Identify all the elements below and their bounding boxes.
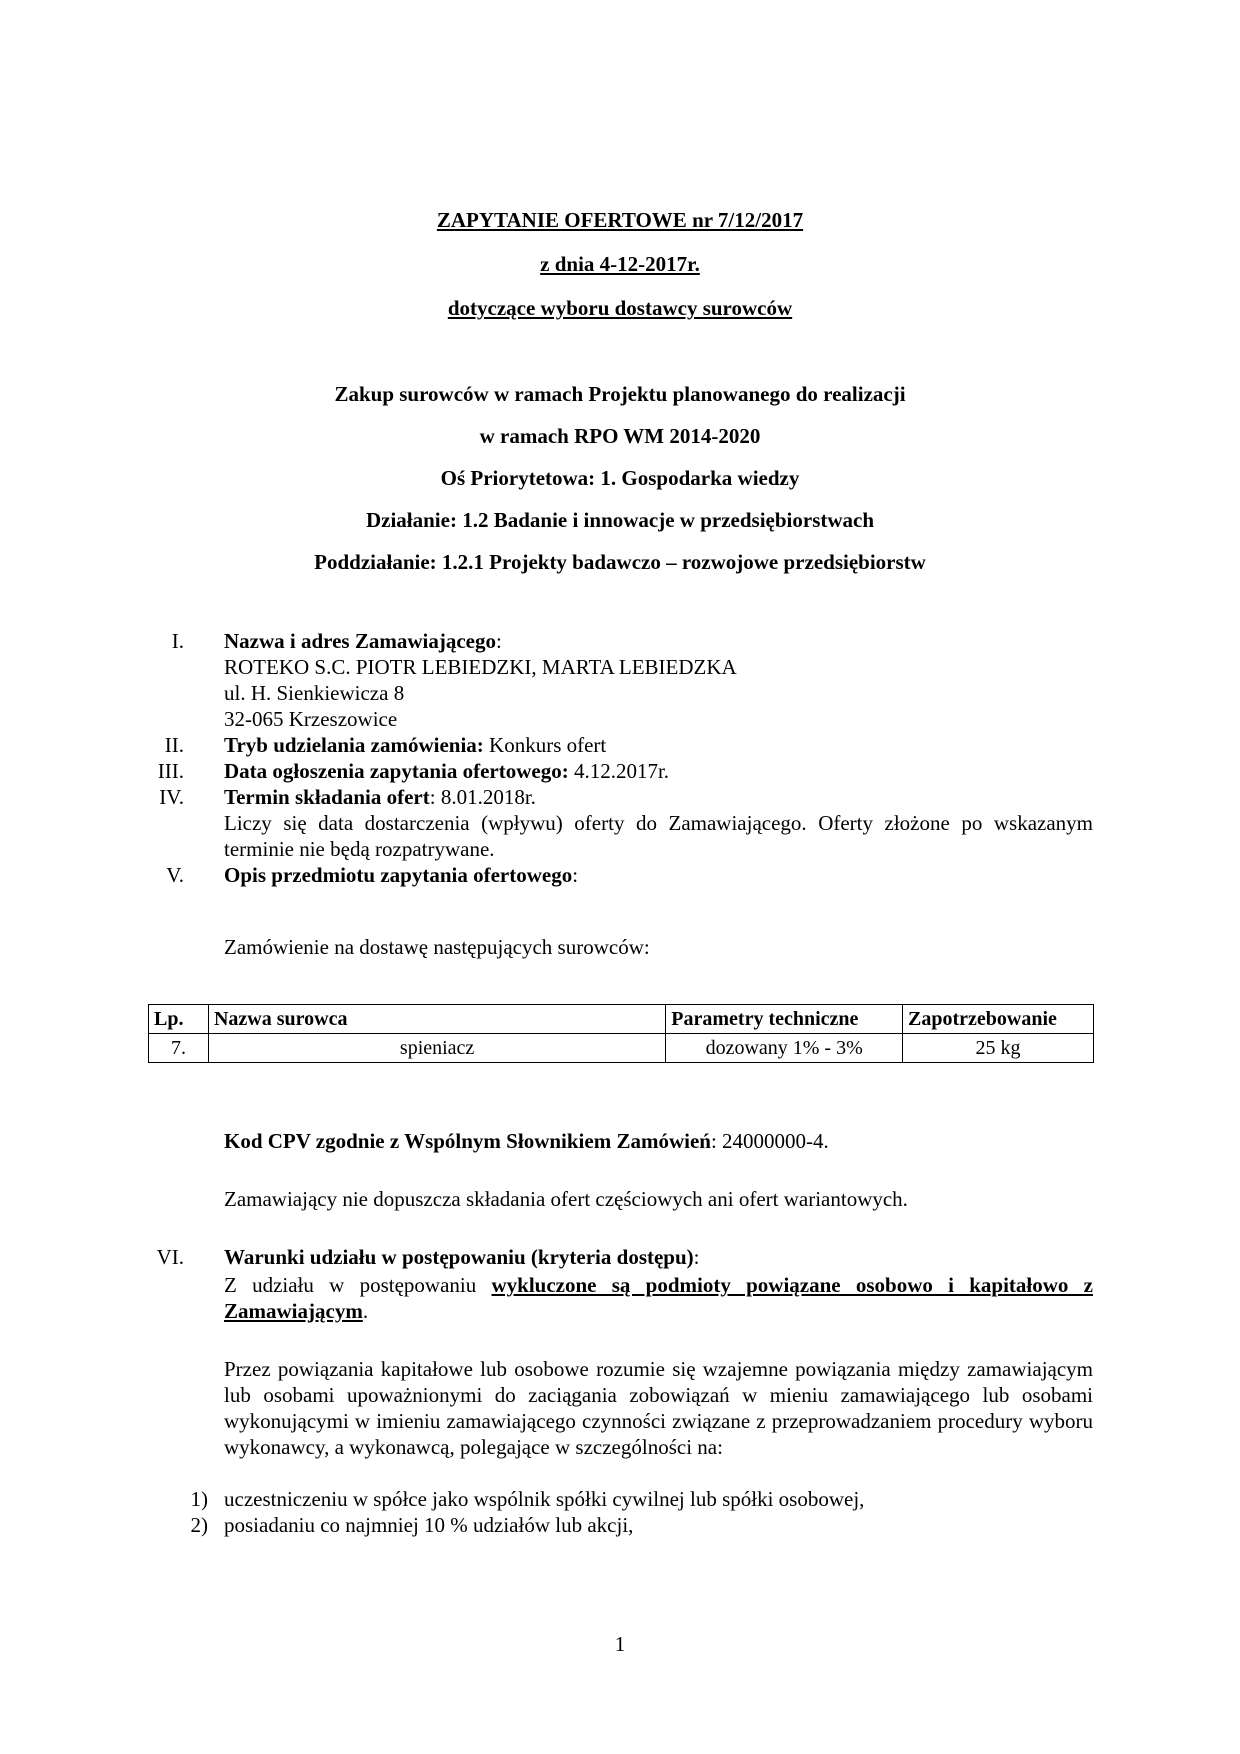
header-demand: Zapotrzebowanie: [903, 1005, 1094, 1034]
section-6-number: VI.: [156, 1245, 184, 1269]
materials-table: [148, 1004, 1094, 1063]
program-line-5: Poddziałanie: 1.2.1 Projekty badawczo – rozwojowe przedsiębiorstw: [314, 550, 926, 574]
section-3-value: 4.12.2017r.: [568, 759, 670, 783]
document-subject: dotyczące wyboru dostawcy surowców: [447, 296, 793, 320]
cell-material-name: spieniacz: [208, 1034, 665, 1063]
cell-lp: 7.: [149, 1034, 209, 1063]
list-item-2-number: 2): [190, 1513, 208, 1537]
table-header-row: [149, 1005, 1094, 1034]
table-row: [149, 1034, 1094, 1063]
cell-demand: 25 kg: [903, 1034, 1094, 1063]
section-2-number: II.: [164, 733, 184, 757]
list-item-1-text: uczestniczeniu w spółce jako wspólnik spółki cywilnej lub spółki osobowej,: [224, 1487, 865, 1511]
section-6-colon: :: [693, 1245, 700, 1269]
section-3-line: [224, 758, 1093, 784]
cpv-value: : 24000000-4.: [710, 1129, 829, 1153]
contractor-name: ROTEKO S.C. PIOTR LEBIEDZKI, MARTA LEBIEDZKA: [224, 655, 737, 679]
cpv-label: Kod CPV zgodnie z Wspólnym Słownikiem Zamówień: [224, 1129, 711, 1153]
section-5-colon: :: [572, 863, 579, 887]
section-5-intro: Zamówienie na dostawę następujących surowców:: [224, 935, 650, 959]
section-6-exclusion-bold: wykluczone są podmioty powiązane osobowo i kapitałowo z Zamawiającym: [224, 1273, 1093, 1323]
section-6-heading-line: [224, 1244, 1093, 1270]
cell-technical-params: dozowany 1% - 3%: [666, 1034, 903, 1063]
program-line-4: Działanie: 1.2 Badanie i innowacje w przedsiębiorstwach: [365, 508, 875, 532]
section-4-heading: Termin składania ofert: [224, 785, 430, 809]
section-6-exclusion: [224, 1272, 1093, 1324]
page-number: 1: [614, 1632, 626, 1656]
section-4-line: [224, 784, 1093, 810]
list-item-2-text: posiadaniu co najmniej 10 % udziałów lub akcji,: [224, 1513, 634, 1537]
section-2-value: Konkurs ofert: [483, 733, 607, 757]
section-6-definition: Przez powiązania kapitałowe lub osobowe rozumie się wzajemne powiązania między zamawiającym lub osobami upoważnionymi do zaciągania zobowiązań w mieniu zamawiającego lub osobami wykonującymi w imieniu zamawiającego czynności związane z przeprowadzaniem procedury wyboru wykonawcy, a wykonawcą, polegające w szczególności na:: [224, 1357, 1093, 1459]
program-line-1: Zakup surowców w ramach Projektu planowanego do realizacji: [334, 382, 906, 406]
section-1-colon: :: [496, 629, 502, 653]
cpv-line: [224, 1128, 1093, 1154]
document-date: z dnia 4-12-2017r.: [540, 252, 700, 276]
section-4-note: Liczy się data dostarczenia (wpływu) oferty do Zamawiającego. Oferty złożone po wskazanym terminie nie będą rozpatrywane.: [224, 811, 1093, 861]
section-2-heading: Tryb udzielania zamówienia:: [224, 733, 484, 757]
section-2-line: [224, 732, 1093, 758]
header-lp: Lp.: [149, 1005, 209, 1034]
program-line-3: Oś Priorytetowa: 1. Gospodarka wiedzy: [440, 466, 800, 490]
section-6-exclusion-start: Z udziału w postępowaniu: [224, 1273, 492, 1297]
document-title: ZAPYTANIE OFERTOWE nr 7/12/2017: [436, 208, 804, 232]
program-line-2: w ramach RPO WM 2014-2020: [479, 424, 761, 448]
list-item-1-number: 1): [190, 1487, 208, 1511]
header-technical-params: Parametry techniczne: [666, 1005, 903, 1034]
section-3-number: III.: [157, 759, 184, 783]
section-5-heading: Opis przedmiotu zapytania ofertowego: [224, 863, 573, 887]
section-4-number: IV.: [159, 785, 184, 809]
section-1-number: I.: [171, 629, 184, 653]
variants-note: Zamawiający nie dopuszcza składania ofert częściowych ani ofert wariantowych.: [224, 1187, 908, 1211]
contractor-city: 32-065 Krzeszowice: [224, 707, 398, 731]
section-6-exclusion-end: .: [362, 1299, 369, 1323]
section-4-value: : 8.01.2018r.: [429, 785, 536, 809]
section-3-heading: Data ogłoszenia zapytania ofertowego:: [224, 759, 569, 783]
section-1-heading: Nazwa i adres Zamawiającego: [224, 629, 496, 653]
section-1-heading-line: [224, 628, 1093, 654]
header-material-name: Nazwa surowca: [208, 1005, 665, 1034]
section-5-heading-line: [224, 862, 1093, 888]
contractor-street: ul. H. Sienkiewicza 8: [224, 681, 405, 705]
section-5-number: V.: [166, 863, 184, 887]
section-6-heading: Warunki udziału w postępowaniu (kryteria dostępu): [224, 1245, 694, 1269]
